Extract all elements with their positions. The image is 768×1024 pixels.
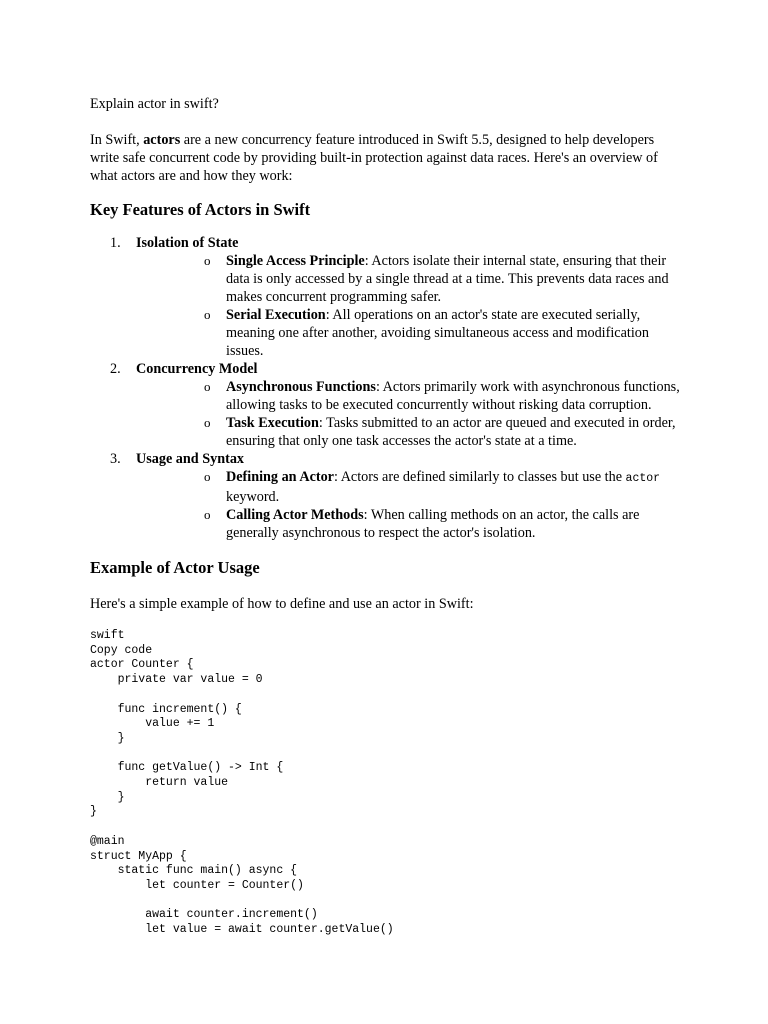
- feature-subitem: [136, 378, 680, 414]
- feature-subitem: [136, 252, 680, 306]
- features-heading: Key Features of Actors in Swift: [90, 200, 311, 219]
- subitem-description-end: keyword.: [226, 489, 280, 505]
- feature-number: 2.: [110, 361, 121, 377]
- subitem-description: : Actors isolate their internal state, ensuring that their data is only accessed by a single thread at a time. This prevents data races and makes concurrent programming safer.: [226, 253, 669, 305]
- question-text: Explain actor in swift?: [90, 96, 219, 112]
- feature-number: 3.: [110, 451, 121, 467]
- inline-code: actor: [625, 472, 661, 485]
- feature-subitem: [136, 468, 680, 506]
- feature-item: [90, 360, 680, 450]
- feature-title: Concurrency Model: [136, 361, 258, 377]
- subitem-term: Defining an Actor: [226, 469, 334, 485]
- intro-paragraph: [90, 131, 680, 185]
- feature-sublist: [136, 252, 680, 360]
- bullet-icon: o: [204, 469, 211, 484]
- example-heading: Example of Actor Usage: [90, 558, 260, 577]
- subitem-term: Calling Actor Methods: [226, 507, 364, 523]
- feature-subitem: [136, 306, 680, 360]
- copy-code-label: Copy code: [90, 643, 153, 657]
- bullet-icon: o: [204, 253, 211, 268]
- intro-text-before: In Swift,: [90, 132, 144, 148]
- subitem-description: : When calling methods on an actor, the calls are generally asynchronous to respect the actor's isolation.: [226, 507, 640, 541]
- subitem-description: : All operations on an actor's state are executed serially, meaning one after another, avoiding simultaneous access and modification issues.: [226, 307, 649, 359]
- code-block: actor Counter { private var value = 0 func increment() { value += 1 } func getValue() -> Int { return value } } @main struct MyApp { static func main() async { let counter = Counter() await counter.increment() let value = await counter.getValue(): [90, 658, 394, 937]
- subitem-term: Task Execution: [226, 415, 319, 431]
- bullet-icon: o: [204, 415, 211, 430]
- bullet-icon: o: [204, 379, 211, 394]
- feature-item: [90, 234, 680, 360]
- feature-sublist: [136, 468, 680, 542]
- subitem-description: : Actors are defined similarly to classes but use the: [333, 469, 626, 485]
- subitem-description: : Tasks submitted to an actor are queued and executed in order, ensuring that only one task accesses the actor's state at a time.: [226, 415, 676, 449]
- subitem-description: : Actors primarily work with asynchronous functions, allowing tasks to be executed concurrently without risking data corruption.: [226, 379, 680, 413]
- feature-item: [90, 450, 680, 542]
- feature-subitem: [136, 414, 680, 450]
- features-list: [90, 234, 680, 542]
- feature-title: Usage and Syntax: [136, 451, 245, 467]
- document-page: [90, 95, 680, 938]
- feature-subitem: [136, 506, 680, 542]
- subitem-term: Serial Execution: [226, 307, 326, 323]
- feature-sublist: [136, 378, 680, 450]
- feature-number: 1.: [110, 235, 121, 251]
- intro-text-after: are a new concurrency feature introduced in Swift 5.5, designed to help developers write safe concurrent code by providing built-in protection against data races. Here's an overview of what actors are and how they work:: [90, 132, 658, 184]
- example-intro: Here's a simple example of how to define and use an actor in Swift:: [90, 596, 474, 612]
- subitem-term: Single Access Principle: [226, 253, 365, 269]
- bullet-icon: o: [204, 307, 211, 322]
- intro-bold-term: actors: [143, 132, 181, 148]
- bullet-icon: o: [204, 507, 211, 522]
- subitem-term: Asynchronous Functions: [226, 379, 376, 395]
- feature-title: Isolation of State: [136, 235, 239, 251]
- code-language-label: swift: [90, 629, 125, 642]
